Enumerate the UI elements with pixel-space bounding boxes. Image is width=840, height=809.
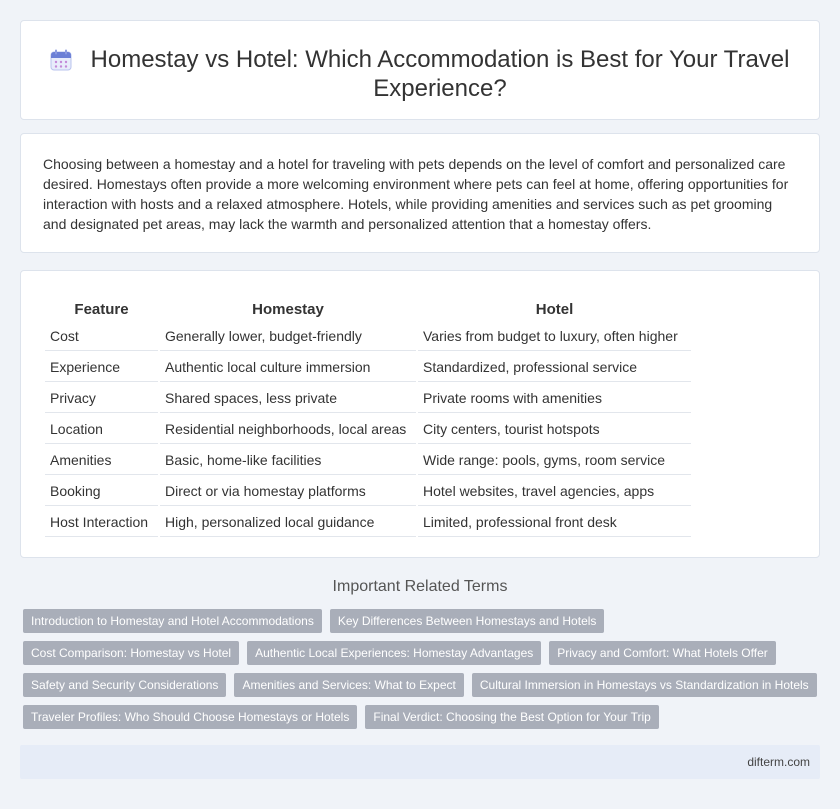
header-homestay: Homestay: [252, 301, 324, 318]
feature-cell: Cost: [45, 322, 158, 351]
hotel-cell: Limited, professional front desk: [418, 508, 691, 537]
homestay-cell: Authentic local culture immersion: [160, 353, 416, 382]
feature-cell: Booking: [45, 477, 158, 506]
table-row: [45, 508, 691, 537]
footer: [20, 745, 820, 779]
comparison-table-card: [20, 270, 820, 558]
related-term-tag[interactable]: Cost Comparison: Homestay vs Hotel: [23, 641, 239, 665]
related-terms-list: [23, 609, 823, 729]
table-row: [45, 384, 691, 413]
related-terms-heading: Important Related Terms: [332, 578, 508, 595]
homestay-cell: Basic, home-like facilities: [160, 446, 416, 475]
related-term-tag[interactable]: Authentic Local Experiences: Homestay Advantages: [247, 641, 541, 665]
hotel-cell: City centers, tourist hotspots: [418, 415, 691, 444]
hotel-cell: Hotel websites, travel agencies, apps: [418, 477, 691, 506]
homestay-cell: Direct or via homestay platforms: [160, 477, 416, 506]
intro-card: [20, 133, 820, 253]
calendar-icon: [49, 48, 73, 72]
related-term-tag[interactable]: Final Verdict: Choosing the Best Option for Your Trip: [365, 705, 659, 729]
hotel-cell: Wide range: pools, gyms, room service: [418, 446, 691, 475]
feature-cell: Host Interaction: [45, 508, 158, 537]
related-term-tag[interactable]: Safety and Security Considerations: [23, 673, 226, 697]
footer-site-link[interactable]: difterm.com: [747, 755, 810, 769]
related-term-tag[interactable]: Privacy and Comfort: What Hotels Offer: [549, 641, 776, 665]
feature-cell: Privacy: [45, 384, 158, 413]
header-card: [20, 20, 820, 120]
feature-cell: Amenities: [45, 446, 158, 475]
related-term-tag[interactable]: Amenities and Services: What to Expect: [234, 673, 463, 697]
hotel-cell: Varies from budget to luxury, often higher: [418, 322, 691, 351]
header-hotel: Hotel: [535, 301, 574, 318]
homestay-cell: High, personalized local guidance: [160, 508, 416, 537]
hotel-cell: Standardized, professional service: [418, 353, 691, 382]
table-row: [45, 446, 691, 475]
homestay-cell: Shared spaces, less private: [160, 384, 416, 413]
related-term-tag[interactable]: Cultural Immersion in Homestays vs Standardization in Hotels: [472, 673, 817, 697]
table-header-row: [45, 297, 691, 320]
homestay-cell: Residential neighborhoods, local areas: [160, 415, 416, 444]
comparison-table: [43, 295, 693, 539]
table-row: [45, 353, 691, 382]
related-term-tag[interactable]: Introduction to Homestay and Hotel Accommodations: [23, 609, 322, 633]
header-feature: Feature: [74, 301, 129, 318]
feature-cell: Location: [45, 415, 158, 444]
homestay-cell: Generally lower, budget-friendly: [160, 322, 416, 351]
hotel-cell: Private rooms with amenities: [418, 384, 691, 413]
table-row: [45, 415, 691, 444]
table-row: [45, 322, 691, 351]
related-term-tag[interactable]: Traveler Profiles: Who Should Choose Homestays or Hotels: [23, 705, 357, 729]
feature-cell: Experience: [45, 353, 158, 382]
intro-paragraph: Choosing between a homestay and a hotel for traveling with pets depends on the level of comfort and personalized care desired. Homestays often provide a more welcoming environment where pets can feel at home, offering opportunities for interaction with hosts and a relaxed atmosphere. Hotels, while providing amenities and services such as pet grooming and designated pet areas, may lack the warmth and personalized attention that a homestay offers.: [43, 156, 789, 232]
related-term-tag[interactable]: Key Differences Between Homestays and Hotels: [330, 609, 605, 633]
page-title: Homestay vs Hotel: Which Accommodation is Best for Your Travel Experience?: [90, 46, 790, 102]
table-row: [45, 477, 691, 506]
